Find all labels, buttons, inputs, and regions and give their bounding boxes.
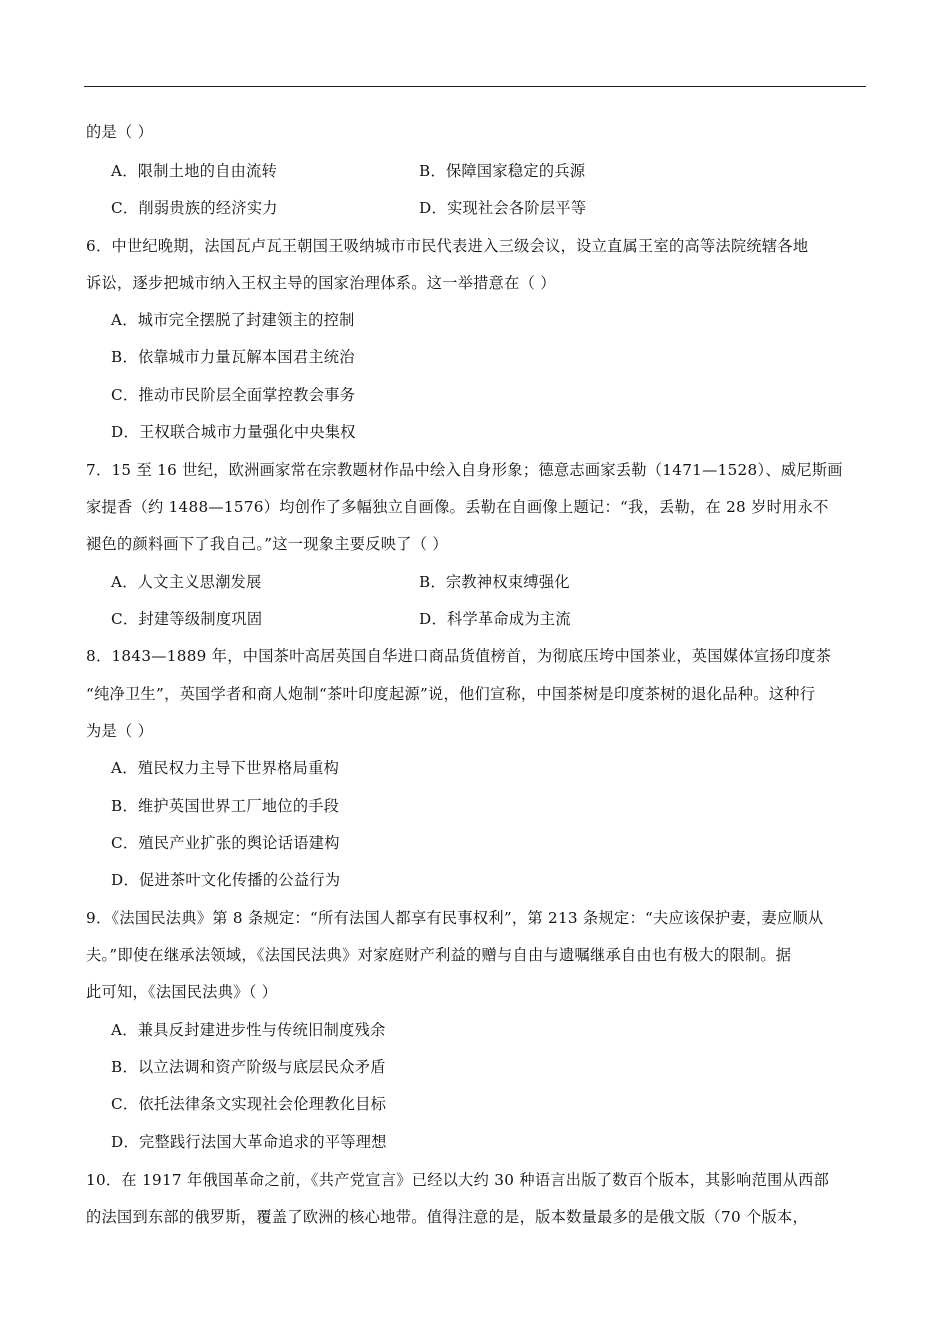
question-9-option-c: C．依托法律条文实现社会伦理教化目标 [111, 1095, 387, 1113]
question-9-option-d: D．完整践行法国大革命追求的平等理想 [111, 1133, 387, 1151]
question-9-stem-line-2: 夫。”即使在继承法领域，《法国民法典》对家庭财产利益的赠与自由与遗嘱继承自由也有极大的限制。据 [86, 946, 792, 964]
question-9-stem-line-1: 9．《法国民法典》第 8 条规定：“所有法国人都享有民事权利”，第 213 条规定：“夫应该保护妻，妻应顺从 [86, 909, 824, 927]
question-6-option-a: A．城市完全摆脱了封建领主的控制 [111, 311, 355, 329]
question-9-option-b: B．以立法调和资产阶级与底层民众矛盾 [111, 1058, 386, 1076]
question-9-stem-line-3: 此可知，《法国民法典》（ ） [86, 983, 278, 1001]
question-6-option-d: D．王权联合城市力量强化中央集权 [111, 423, 356, 441]
question-7-stem-line-3: 褪色的颜料画下了我自己。”这一现象主要反映了（ ） [86, 535, 448, 553]
question-7-option-d: D．科学革命成为主流 [419, 610, 571, 628]
question-6-option-b: B．依靠城市力量瓦解本国君主统治 [111, 348, 355, 366]
question-8-stem-line-1: 8．1843—1889 年，中国茶叶高居英国自华进口商品货值榜首，为彻底压垮中国茶业，英国媒体宣扬印度茶 [86, 647, 832, 665]
question-6-stem-line-2: 诉讼，逐步把城市纳入王权主导的国家治理体系。这一举措意在（ ） [86, 274, 556, 292]
question-7-option-b: B．宗教神权束缚强化 [419, 573, 570, 591]
question-7-stem-line-2: 家提香（约 1488—1576）均创作了多幅独立自画像。丢勒在自画像上题记：“我，丢勒，在 28 岁时用永不 [86, 498, 829, 516]
question-8-stem-line-3: 为是（ ） [86, 722, 154, 740]
question-5-option-d: D．实现社会各阶层平等 [419, 199, 587, 217]
question-7-option-a: A．人文主义思潮发展 [111, 573, 262, 591]
question-8-option-b: B．维护英国世界工厂地位的手段 [111, 797, 340, 815]
question-8-option-a: A．殖民权力主导下世界格局重构 [111, 759, 340, 777]
question-8-option-d: D．促进茶叶文化传播的公益行为 [111, 871, 341, 889]
question-7-option-c: C．封建等级制度巩固 [111, 610, 263, 628]
question-5-option-a: A．限制土地的自由流转 [111, 162, 278, 180]
question-6-option-c: C．推动市民阶层全面掌控教会事务 [111, 386, 356, 404]
question-8-option-c: C．殖民产业扩张的舆论话语建构 [111, 834, 340, 852]
question-6-stem-line-1: 6．中世纪晚期，法国瓦卢瓦王朝国王吸纳城市市民代表进入三级会议，设立直属王室的高等法院统辖各地 [86, 237, 809, 255]
question-5-stem-tail: 的是（ ） [86, 123, 154, 141]
header-rule [84, 86, 866, 87]
question-8-stem-line-2: “纯净卫生”，英国学者和商人炮制“茶叶印度起源”说，他们宣称，中国茶树是印度茶树的退化品种。这种行 [86, 685, 816, 703]
question-10-stem-line-1: 10．在 1917 年俄国革命之前，《共产党宣言》已经以大约 30 种语言出版了数百个版本，其影响范围从西部 [86, 1171, 830, 1189]
question-5-option-c: C．削弱贵族的经济实力 [111, 199, 278, 217]
question-9-option-a: A．兼具反封建进步性与传统旧制度残余 [111, 1021, 386, 1039]
question-5-option-b: B．保障国家稳定的兵源 [419, 162, 586, 180]
question-7-stem-line-1: 7．15 至 16 世纪，欧洲画家常在宗教题材作品中绘入自身形象；德意志画家丢勒（1471—1528）、威尼斯画 [86, 461, 843, 479]
question-10-stem-line-2: 的法国到东部的俄罗斯，覆盖了欧洲的核心地带。值得注意的是，版本数量最多的是俄文版（70 个版本， [86, 1208, 808, 1226]
